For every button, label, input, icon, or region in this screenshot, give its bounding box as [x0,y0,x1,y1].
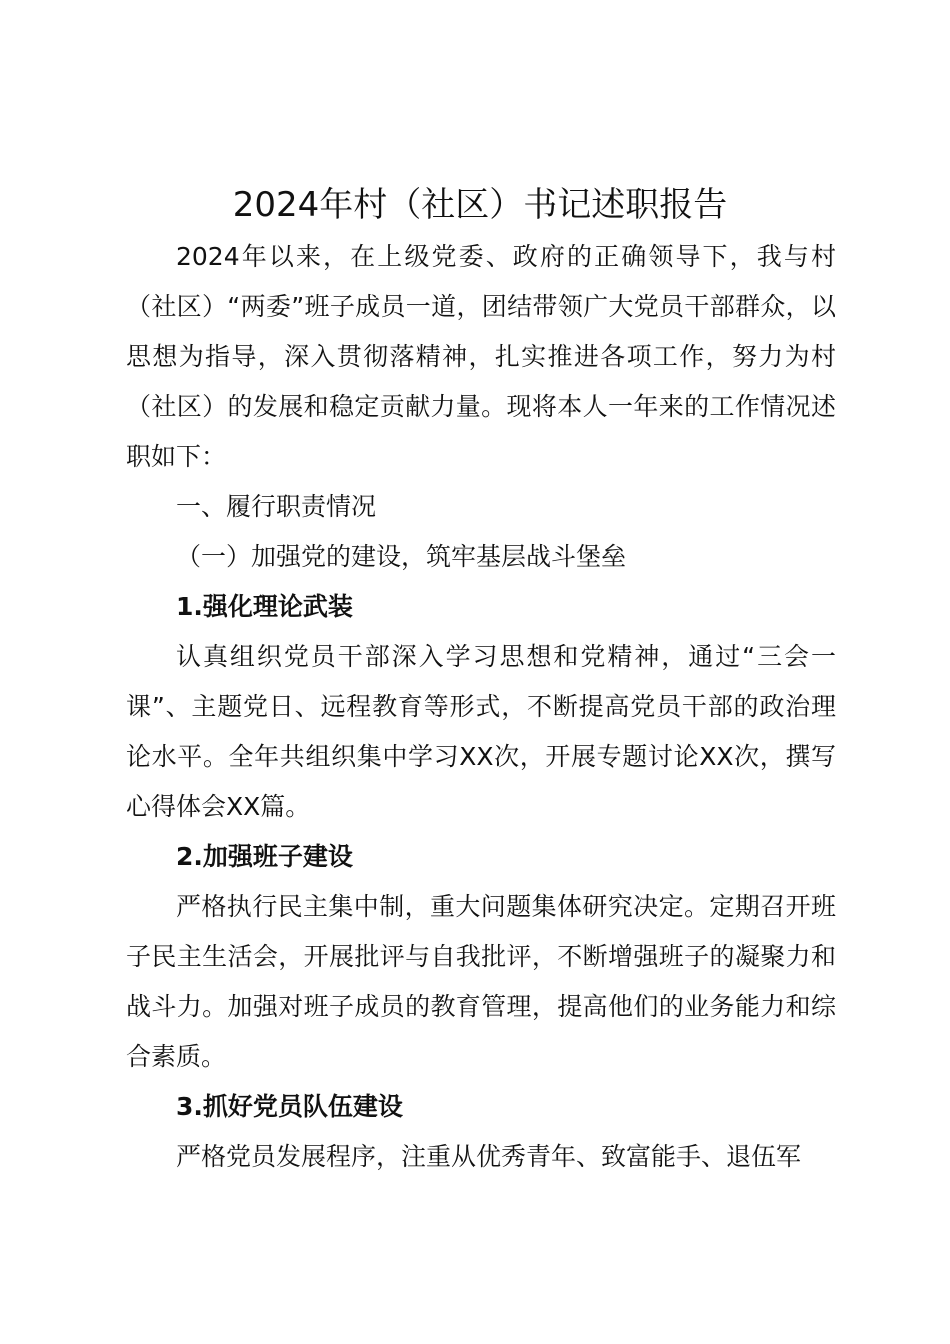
item-heading-2: 2.加强班子建设 [176,842,353,871]
item-heading-1: 1.强化理论武装 [176,592,353,621]
item-paragraph-3: 严格党员发展程序，注重从优秀青年、致富能手、退伍军 [176,1142,802,1171]
subsection-heading-1: （一）加强党的建设，筑牢基层战斗堡垒 [176,542,627,571]
section-heading-1: 一、履行职责情况 [176,492,377,521]
item-paragraph-2: 严格执行民主集中制，重大问题集体研究决定。定期召开班子民主生活会，开展批评与自我批评，不断增强班子的凝聚力和战斗力。加强对班子成员的教育管理，提高他们的业务能力和综合素质。 [126,892,836,1071]
item-heading-3: 3.抓好党员队伍建设 [176,1092,403,1121]
item-paragraph-1: 认真组织党员干部深入学习思想和党精神，通过“三会一课”、主题党日、远程教育等形式，不断提高党员干部的政治理论水平。全年共组织集中学习XX次，开展专题讨论XX次，撰写心得体会XX篇。 [126,642,836,821]
document-body [126,232,836,1182]
intro-paragraph: 2024年以来，在上级党委、政府的正确领导下，我与村（社区）“两委”班子成员一道，团结带领广大党员干部群众，以思想为指导，深入贯彻落精神，扎实推进各项工作，努力为村（社区）的发展和稳定贡献力量。现将本人一年来的工作情况述职如下： [126,242,836,471]
document-title: 2024年村（社区）书记述职报告 [232,185,728,225]
